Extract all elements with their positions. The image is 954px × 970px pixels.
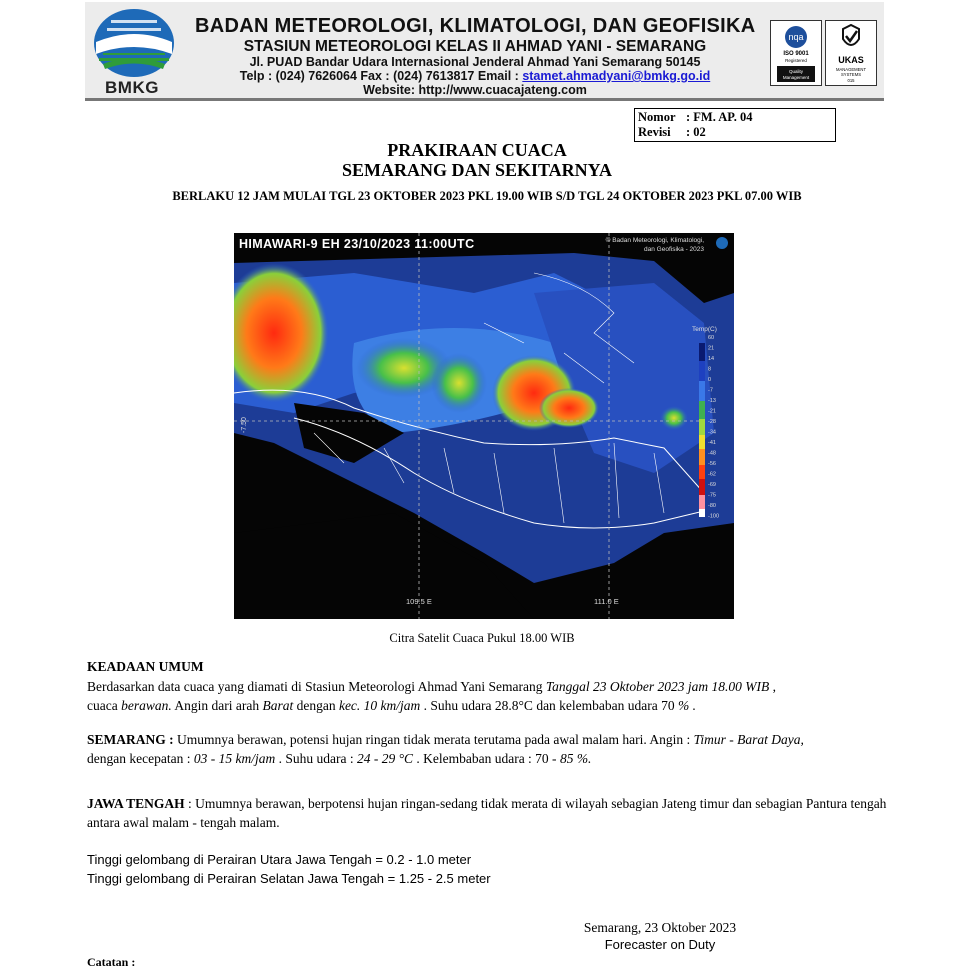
keadaan-weather: berawan.: [121, 698, 172, 713]
semarang-label: SEMARANG :: [87, 732, 174, 747]
keadaan-wind-dir: Barat: [262, 698, 294, 713]
keadaan-wind-speed: kec. 10 km/jam: [338, 698, 421, 713]
ukas-badge: [825, 20, 877, 86]
legend-tick-label: -7: [708, 387, 713, 394]
semarang-temp: 24 - 29 °C: [356, 751, 413, 766]
semarang-paragraph: [87, 730, 887, 768]
semarang-text: dengan kecepatan :: [87, 751, 194, 766]
keadaan-text: dengan: [293, 698, 339, 713]
lon-label-right: 111.0 E: [594, 597, 619, 606]
legend-title: Temp(C): [692, 326, 717, 333]
letterhead: [85, 2, 884, 101]
legend-tick-label: 21: [708, 345, 715, 352]
keadaan-text: Angin dari arah: [171, 698, 263, 713]
nomor-label: Nomor: [638, 110, 676, 124]
nqa-brand: nqa: [788, 32, 804, 42]
contact-line: [195, 69, 755, 83]
wave-south: Tinggi gelombang di Perairan Selatan Jawa Tengah = 1.25 - 2.5 meter: [87, 871, 491, 886]
validity-period: BERLAKU 12 JAM MULAI TGL 23 OKTOBER 2023 PKL 19.00 WIB S/D TGL 24 OKTOBER 2023 PKL 07.00 WIB: [172, 189, 802, 203]
bmkg-mini-logo-icon: [716, 237, 728, 249]
legend-tick-label: -28: [708, 419, 716, 425]
legend-tick-label: -100: [708, 513, 720, 520]
jateng-text: : Umumnya berawan, berpotensi hujan ringan-sedang tidak merata di wilayah sebagian Jateng timur dan sebagian Pantura tengah antara awal malam - tengah malam.: [87, 796, 887, 830]
legend-tick-label: -56: [708, 461, 716, 467]
semarang-text: . Suhu udara :: [275, 751, 357, 766]
satellite-map: [234, 233, 734, 619]
nomor-value: : FM. AP. 04: [686, 110, 753, 124]
form-number-box: [634, 108, 836, 142]
nqa-management: Management: [782, 75, 810, 80]
section-heading-keadaan: KEADAAN UMUM: [87, 659, 204, 674]
ukas-number: 015: [847, 78, 855, 83]
semarang-humidity: 85 %.: [559, 751, 592, 766]
ukas-brand: UKAS: [838, 55, 864, 65]
logo-text: BMKG: [105, 78, 159, 97]
keadaan-paragraph: [87, 677, 887, 715]
wave-height-info: [87, 850, 887, 888]
semarang-text: . Kelembaban udara : 70 -: [412, 751, 560, 766]
bmkg-logo: [93, 6, 175, 96]
legend-tick-label: -34: [708, 429, 716, 436]
document-title: PRAKIRAAN CUACA: [387, 140, 567, 160]
phone-fax: Telp : (024) 7626064 Fax : (024) 7613817 Email :: [239, 69, 523, 83]
station-name: STASIUN METEOROLOGI KELAS II AHMAD YANI - SEMARANG: [243, 38, 707, 55]
keadaan-text: . Suhu udara 28.8°C dan kelembaban udara 70: [420, 698, 679, 713]
semarang-text: Umumnya berawan, potensi hujan ringan tidak merata terutama pada awal malam hari. Angin :: [173, 732, 694, 747]
semarang-speed: 03 - 15 km/jam: [193, 751, 276, 766]
legend-tick-label: 0: [708, 377, 712, 383]
satellite-credit: [554, 236, 704, 254]
keadaan-humidity: % .: [678, 698, 697, 713]
legend-tick-label: -13: [708, 398, 716, 404]
note-label: Catatan :: [87, 955, 136, 969]
legend-tick-label: -69: [708, 482, 716, 488]
nqa-registered: Registered: [785, 58, 807, 63]
legend-tick-label: -41: [708, 440, 716, 446]
signature-role: Forecaster on Duty: [604, 937, 716, 952]
nqa-quality: Quality: [788, 69, 804, 74]
wave-north: Tinggi gelombang di Perairan Utara Jawa Tengah = 0.2 - 1.0 meter: [87, 852, 472, 867]
satellite-title: HIMAWARI-9 EH 23/10/2023 11:00UTC: [239, 237, 475, 251]
website[interactable]: Website: http://www.cuacajateng.com: [363, 83, 587, 97]
temperature-legend: [699, 343, 705, 517]
jateng-label: JAWA TENGAH: [87, 796, 185, 811]
signature-place-date: Semarang, 23 Oktober 2023: [583, 920, 737, 935]
credit-line-2: dan Geofisika - 2023: [644, 246, 704, 253]
legend-tick-label: 8: [708, 366, 712, 373]
keadaan-datetime: Tanggal 23 Oktober 2023 jam 18.00 WIB: [545, 679, 770, 694]
semarang-wind-dir: Timur - Barat Daya,: [693, 732, 804, 747]
keadaan-text: Berdasarkan data cuaca yang diamati di Stasiun Meteorologi Ahmad Yani Semarang: [87, 679, 546, 694]
document-subtitle: SEMARANG DAN SEKITARNYA: [341, 160, 613, 180]
nqa-iso: ISO 9001: [783, 51, 809, 57]
satellite-image: [234, 233, 734, 619]
legend-tick-label: -62: [708, 471, 716, 478]
legend-tick-label: 60: [708, 335, 715, 341]
email-link[interactable]: stamet.ahmadyani@bmkg.go.id: [522, 69, 711, 83]
legend-tick-label: -48: [708, 450, 716, 457]
lat-label: -7.50: [241, 417, 248, 433]
revisi-label: Revisi: [638, 125, 671, 139]
address: Jl. PUAD Bandar Udara Internasional Jenderal Ahmad Yani Semarang 50145: [249, 55, 701, 69]
legend-tick-label: -75: [708, 492, 716, 499]
lon-label-left: 109.5 E: [406, 597, 432, 606]
legend-tick-label: 14: [708, 356, 715, 362]
revisi-value: : 02: [686, 125, 706, 139]
keadaan-text: ,: [769, 679, 777, 694]
ukas-management: MANAGEMENT: [835, 67, 867, 72]
jateng-paragraph: [87, 794, 887, 832]
image-caption: Citra Satelit Cuaca Pukul 18.00 WIB: [389, 631, 575, 645]
keadaan-text: cuaca: [87, 698, 122, 713]
ukas-systems: SYSTEMS: [840, 72, 862, 77]
legend-tick-label: -21: [708, 408, 716, 415]
legend-tick-label: -80: [708, 503, 716, 509]
credit-line-1: © Badan Meteorologi, Klimatologi,: [605, 237, 704, 244]
nqa-iso-badge: [770, 20, 822, 86]
agency-name: BADAN METEOROLOGI, KLIMATOLOGI, DAN GEOFISIKA: [195, 15, 756, 37]
